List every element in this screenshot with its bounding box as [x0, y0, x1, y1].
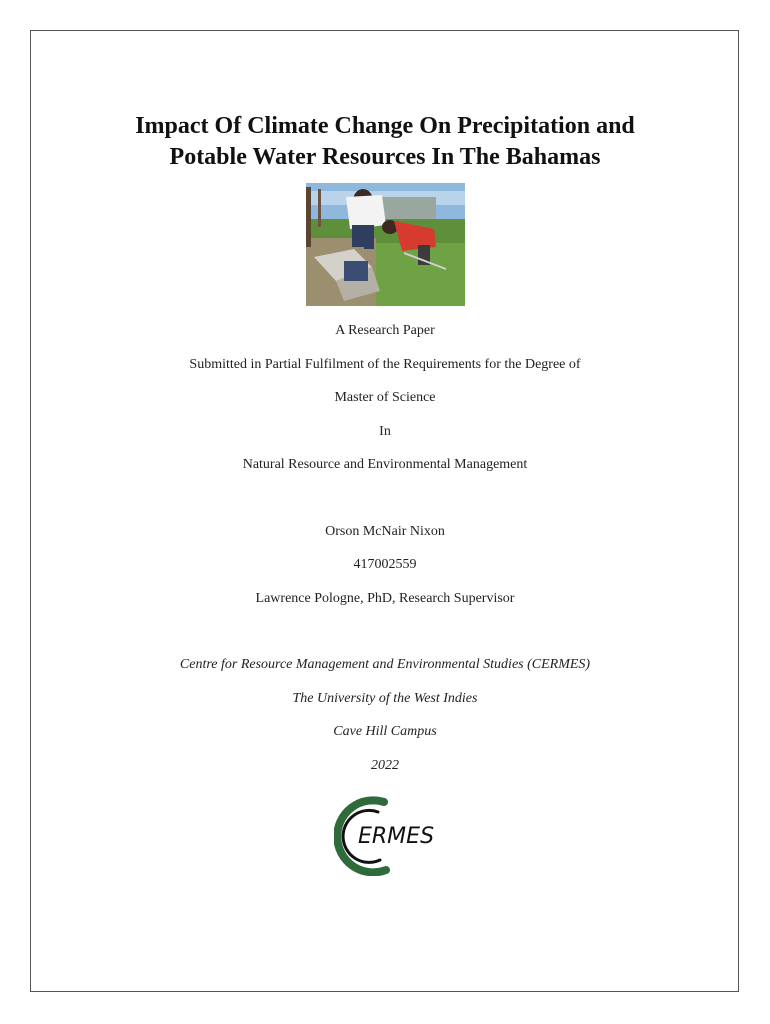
title-line-1: Impact Of Climate Change On Precipitation and [135, 113, 635, 139]
document-title [0, 111, 770, 173]
requirement-statement: Submitted in Partial Fulfilment of the Requirements for the Degree of [189, 357, 581, 372]
centre-name: Centre for Resource Management and Environmental Studies (CERMES) [179, 657, 591, 672]
year: 2022 [371, 758, 399, 773]
cermes-logo-icon [334, 796, 446, 876]
student-id: 417002559 [353, 557, 417, 572]
paper-type: A Research Paper [335, 323, 435, 338]
title-line-2: Potable Water Resources In The Bahamas [169, 144, 601, 170]
field-of-study: Natural Resource and Environmental Management [242, 457, 528, 472]
degree-name: Master of Science [334, 390, 436, 405]
cermes-logo [334, 796, 446, 876]
in-label: In [379, 424, 391, 439]
logo-text: ERMES [358, 824, 435, 849]
author-name: Orson McNair Nixon [325, 524, 445, 539]
campus-name: Cave Hill Campus [333, 724, 437, 739]
cover-photo [306, 183, 465, 306]
field-work-photo-icon [306, 183, 465, 306]
university-name: The University of the West Indies [292, 691, 478, 706]
research-supervisor: Lawrence Pologne, PhD, Research Supervisor [255, 591, 515, 606]
